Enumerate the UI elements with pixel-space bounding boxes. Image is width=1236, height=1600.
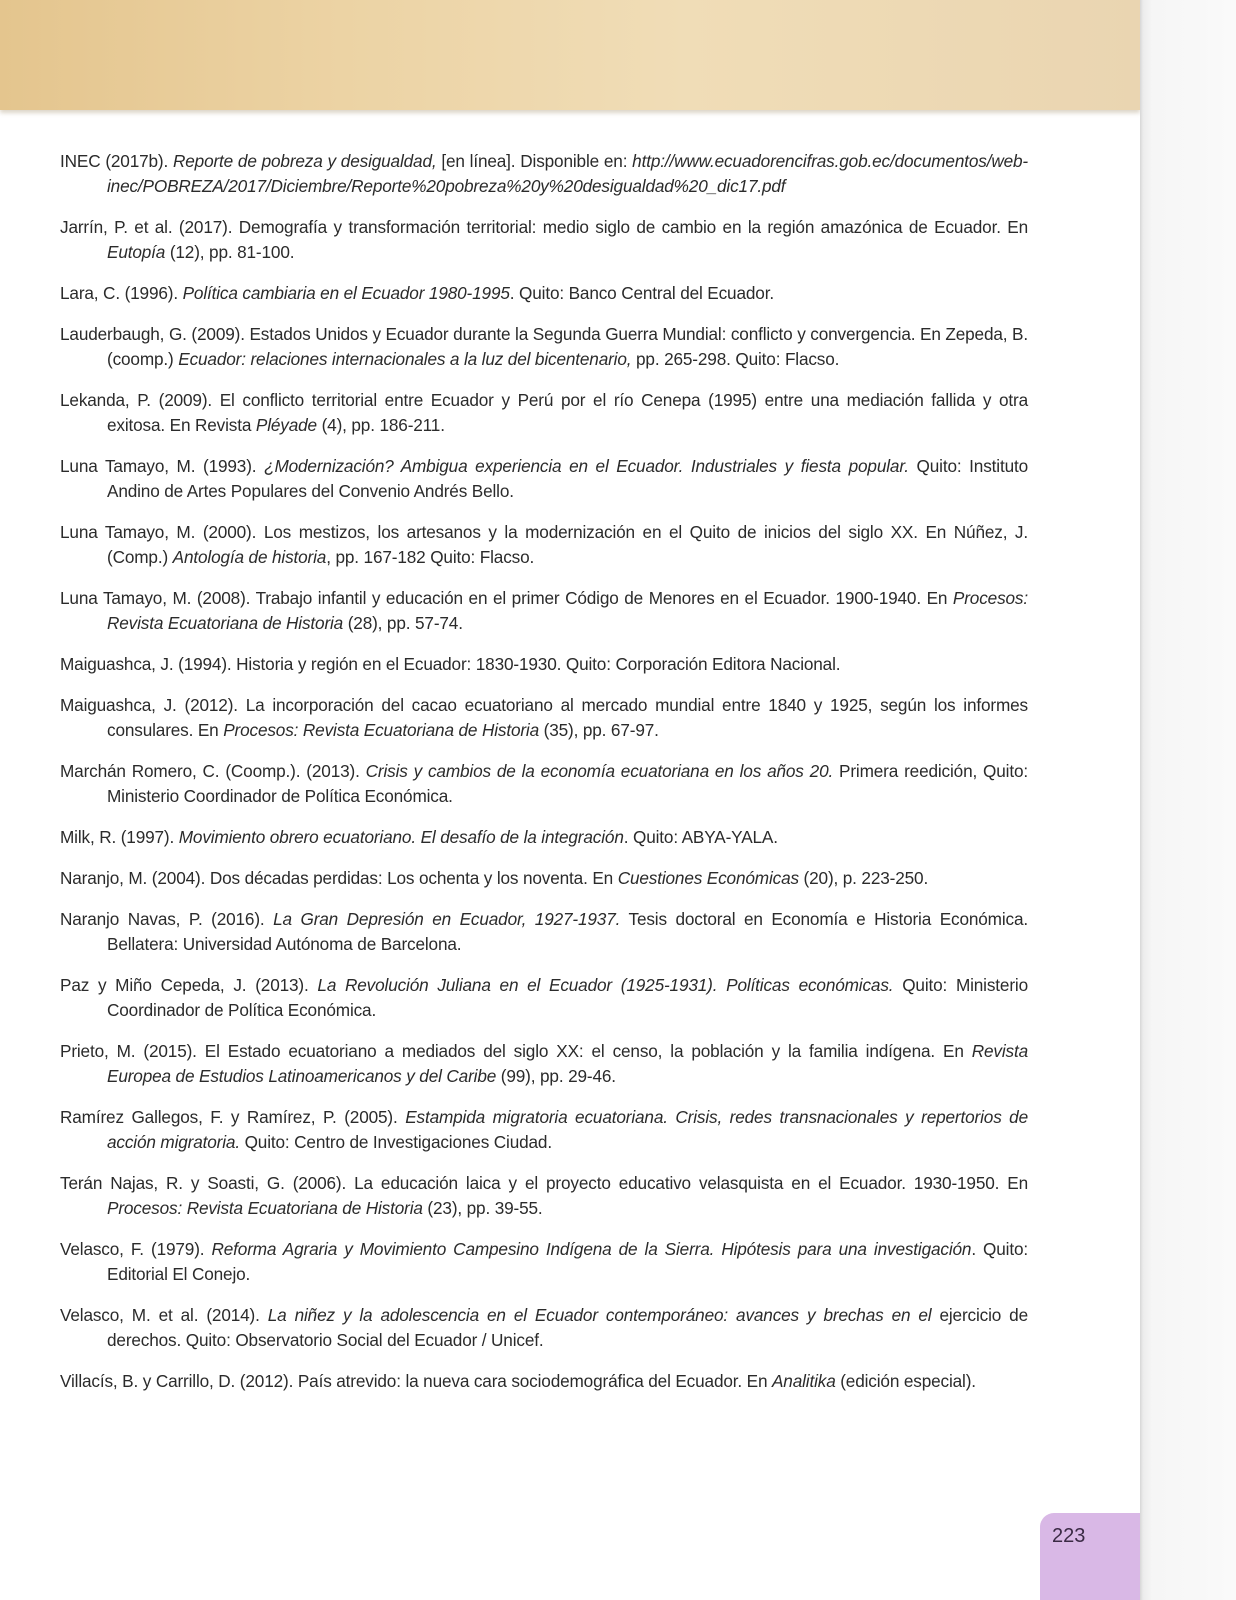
reference-title: Ecuador: relaciones internacionales a la luz del bicentenario, <box>178 349 632 369</box>
reference-entry <box>60 1105 1028 1155</box>
reference-entry <box>60 693 1028 743</box>
reference-title: Procesos: Revista Ecuatoriana de Historia <box>107 1198 423 1218</box>
reference-title: http://www.ecuadorencifras.gob.ec/documentos/web-inec/POBREZA/2017/Diciembre/Reporte%20pobreza%20y%20desigualdad%20_dic17.pdf <box>107 151 1028 196</box>
page-number: 223 <box>1052 1525 1086 1547</box>
reference-title: Crisis y cambios de la economía ecuatoriana en los años 20. <box>365 761 834 781</box>
reference-text: Ramírez Gallegos, F. y Ramírez, P. (2005). <box>60 1107 406 1127</box>
reference-title: Reforma Agraria y Movimiento Campesino Indígena de la Sierra. Hipótesis para una investigación <box>211 1239 972 1259</box>
reference-text: Terán Najas, R. y Soasti, G. (2006). La educación laica y el proyecto educativo velasquista en el Ecuador. 1930-1950. En <box>60 1173 1028 1193</box>
reference-title: Antología de historia <box>172 547 327 567</box>
reference-text: Naranjo Navas, P. (2016). <box>60 909 274 929</box>
reference-text: Quito: Centro de Investigaciones Ciudad. <box>239 1132 552 1152</box>
reference-text: Velasco, M. et al. (2014). <box>60 1305 268 1325</box>
reference-title: Revista Europea de Estudios Latinoamericanos y del Caribe <box>107 1041 1028 1086</box>
reference-entry <box>60 1171 1028 1221</box>
reference-title: La niñez y la adolescencia en el Ecuador contemporáneo: avances y brechas en el <box>267 1305 932 1325</box>
reference-entry <box>60 281 1028 306</box>
reference-text: Naranjo, M. (2004). Dos décadas perdidas: Los ochenta y los noventa. En <box>60 868 618 888</box>
reference-text: . Quito: Editorial El Conejo. <box>107 1239 1029 1284</box>
reference-text: (20), p. 223-250. <box>798 868 929 888</box>
reference-entry <box>60 454 1028 504</box>
reference-entry <box>60 652 1028 677</box>
reference-text: Marchán Romero, C. (Coomp.). (2013). <box>60 761 366 781</box>
reference-entry <box>60 1369 1028 1394</box>
reference-text: Quito: Ministerio Coordinador de Política Económica. <box>107 975 1028 1020</box>
header-band <box>0 0 1140 110</box>
reference-text: (35), pp. 67-97. <box>539 720 659 740</box>
page-edge <box>1140 0 1236 1600</box>
reference-title: La Revolución Juliana en el Ecuador (1925-1931). Políticas económicas. <box>317 975 894 995</box>
reference-text: (99), pp. 29-46. <box>496 1066 616 1086</box>
reference-entry <box>60 149 1028 199</box>
reference-text: Paz y Miño Cepeda, J. (2013). <box>60 975 318 995</box>
reference-text: Milk, R. (1997). <box>60 827 179 847</box>
reference-entry <box>60 1039 1028 1089</box>
reference-title: Eutopía <box>107 242 166 262</box>
reference-text: Quito: Instituto Andino de Artes Populares del Convenio Andrés Bello. <box>107 456 1029 501</box>
reference-text: (12), pp. 81-100. <box>165 242 295 262</box>
reference-title: Reporte de pobreza y desigualdad, <box>172 151 437 171</box>
reference-text: (4), pp. 186-211. <box>316 415 445 435</box>
reference-text: Lekanda, P. (2009). El conflicto territorial entre Ecuador y Perú por el río Cenepa (1995) entre una mediación fallida y otra exitosa. En Revista <box>60 390 1028 435</box>
reference-text: Maiguashca, J. (2012). La incorporación del cacao ecuatoriano al mercado mundial entre 1840 y 1925, según los informes consulares. En <box>60 695 1028 740</box>
reference-entry <box>60 907 1028 957</box>
reference-entry <box>60 1237 1028 1287</box>
reference-text: Villacís, B. y Carrillo, D. (2012). País atrevido: la nueva cara sociodemográfica del Ecuador. En <box>60 1371 772 1391</box>
reference-text: Primera reedición, Quito: Ministerio Coordinador de Política Económica. <box>107 761 1028 806</box>
reference-text: (edición especial). <box>835 1371 976 1391</box>
reference-entry <box>60 825 1028 850</box>
reference-title: Estampida migratoria ecuatoriana. Crisis, redes transnacionales y repertorios de acción migratoria. <box>107 1107 1029 1152</box>
reference-text: Luna Tamayo, M. (2000). Los mestizos, los artesanos y la modernización en el Quito de inicios del siglo XX. En Núñez, J. (Comp.) <box>60 522 1028 567</box>
reference-text: Lauderbaugh, G. (2009). Estados Unidos y Ecuador durante la Segunda Guerra Mundial: conflicto y convergencia. En Zepeda, B. (coomp.) <box>60 324 1028 369</box>
reference-title: Cuestiones Económicas <box>617 868 799 888</box>
reference-title: Analitika <box>771 1371 836 1391</box>
reference-text: (23), pp. 39-55. <box>422 1198 543 1218</box>
reference-entry <box>60 586 1028 636</box>
reference-text: pp. 265-298. Quito: Flacso. <box>631 349 840 369</box>
reference-text: Jarrín, P. et al. (2017). Demografía y transformación territorial: medio siglo de cambio en la región amazónica de Ecuador. En <box>60 217 1028 237</box>
reference-text: . Quito: ABYA-YALA. <box>623 827 778 847</box>
reference-text: Luna Tamayo, M. (1993). <box>60 456 265 476</box>
reference-title: ¿Modernización? Ambigua experiencia en el Ecuador. Industriales y fiesta popular. <box>264 456 909 476</box>
reference-text: INEC (2017b). <box>60 151 173 171</box>
reference-entry <box>60 866 1028 891</box>
reference-title: Procesos: Revista Ecuatoriana de Historia <box>107 588 1028 633</box>
reference-title: Movimiento obrero ecuatoriano. El desafío de la integración <box>178 827 624 847</box>
reference-title: Pléyade <box>255 415 317 435</box>
reference-text: ejercicio de derechos. Quito: Observatorio Social del Ecuador / Unicef. <box>107 1305 1028 1350</box>
reference-entry <box>60 215 1028 265</box>
reference-entry <box>60 1303 1028 1353</box>
reference-text: Maiguashca, J. (1994). Historia y región en el Ecuador: 1830-1930. Quito: Corporación Editora Nacional. <box>60 654 841 674</box>
reference-text: . Quito: Banco Central del Ecuador. <box>509 283 774 303</box>
reference-text: (28), pp. 57-74. <box>343 613 463 633</box>
reference-text: Luna Tamayo, M. (2008). Trabajo infantil y educación en el primer Código de Menores en el Ecuador. 1900-1940. En <box>60 588 953 608</box>
reference-text: Lara, C. (1996). <box>60 283 183 303</box>
reference-title: Política cambiaria en el Ecuador 1980-1995 <box>182 283 510 303</box>
reference-entry <box>60 520 1028 570</box>
reference-text: Tesis doctoral en Economía e Historia Económica. Bellatera: Universidad Autónoma de Barcelona. <box>107 909 1028 954</box>
reference-text: Velasco, F. (1979). <box>60 1239 212 1259</box>
reference-entry <box>60 388 1028 438</box>
reference-title: La Gran Depresión en Ecuador, 1927-1937. <box>273 909 621 929</box>
reference-entry <box>60 973 1028 1023</box>
reference-entry <box>60 759 1028 809</box>
reference-text: Prieto, M. (2015). El Estado ecuatoriano a mediados del siglo XX: el censo, la población y la familia indígena. En <box>60 1041 972 1061</box>
reference-text: , pp. 167-182 Quito: Flacso. <box>326 547 535 567</box>
reference-entry <box>60 322 1028 372</box>
reference-list <box>60 149 1028 1410</box>
reference-text: [en línea]. Disponible en: <box>436 151 633 171</box>
reference-title: Procesos: Revista Ecuatoriana de Historia <box>223 720 540 740</box>
